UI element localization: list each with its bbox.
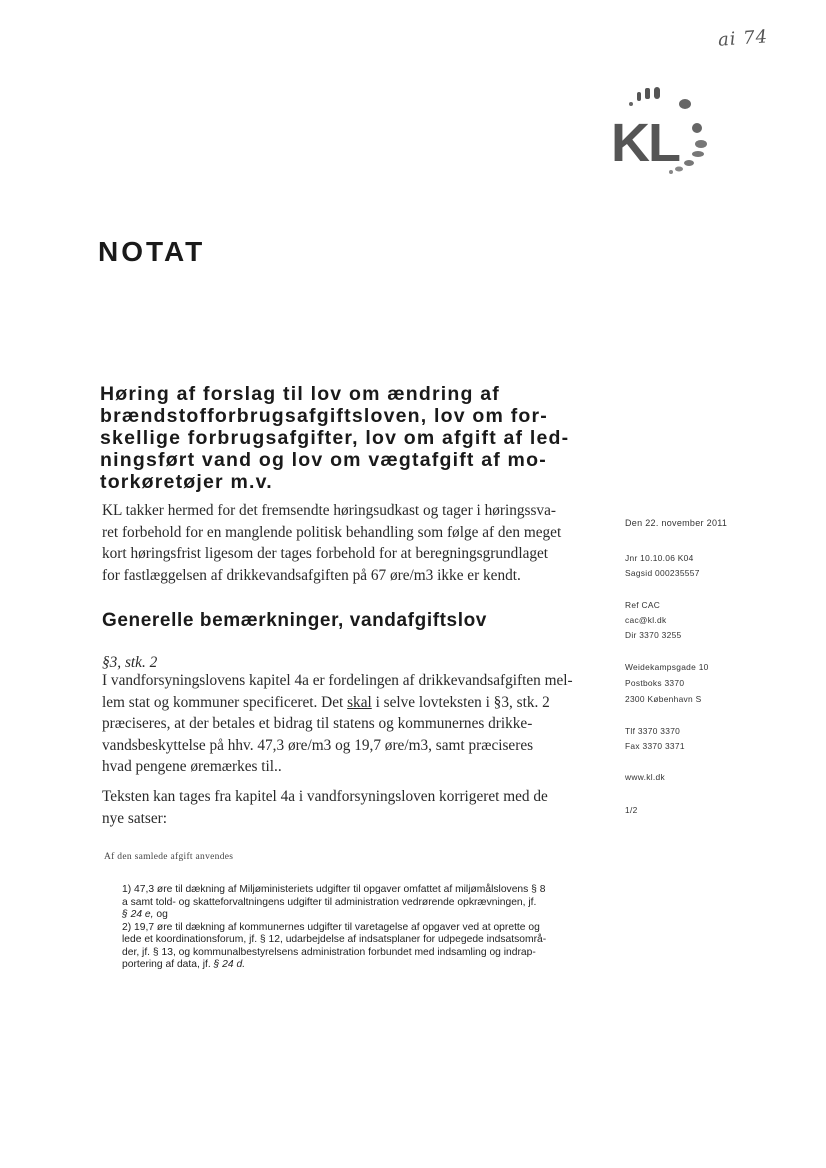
quote-line: a samt told- og skatteforvaltningens udgifter til administration vedrørende opkrævningen, jf. [122,896,537,908]
intro-line: KL takker hermed for det fremsendte høringsudkast og tager i høringssva- [102,502,556,519]
paragraph-line: vandsbeskyttelse på hhv. 47,3 øre/m3 og 19,7 øre/m3, samt præciseres [102,736,534,754]
teksten-line: Teksten kan tages fra kapitel 4a i vandforsyningsloven korrigeret med de [102,788,548,805]
law-reference: § 24 e, [122,909,154,920]
document-heading [100,383,605,493]
intro-line: ret forbehold for en manglende politisk behandling som følge af den meget [102,523,562,541]
paragraph-body [102,670,602,778]
quote-text: portering af data, jf. [122,959,214,970]
quote-line: 1) 47,3 øre til dækning af Miljøministeriets udgifter til opgaver omfattet af miljømålslovens § 8 [122,884,546,895]
paragraph-text: lem stat og kommuner specificeret. Det [102,693,348,711]
quote-line: 2) 19,7 øre til dækning af kommunernes udgifter til varetagelse af opgaver ved at oprette og [122,921,540,933]
address-line: Weidekampsgade 10 [625,662,709,672]
law-reference: § 24 d. [213,959,246,970]
logo-text: KL [611,113,679,173]
teksten-paragraph [102,786,602,829]
paragraph-line: præciseres, at der betales et bidrag til statens og kommunernes drikke- [102,715,533,732]
email: cac@kl.dk [625,615,667,625]
case-id: Sagsid 000235557 [625,568,700,578]
paragraph-line: I vandforsyningslovens kapitel 4a er fordelingen af drikkevandsafgiften mel- [102,672,573,689]
reference: Ref CAC [625,600,661,610]
intro-line: kort høringsfrist ligesom der tages forbehold for at beregningsgrundlaget [102,545,549,562]
underlined-word: skal [347,693,372,711]
phone: Tlf 3370 3370 [625,726,681,736]
quote-intro: Af den samlede afgift anvendes [104,852,234,862]
quote-line: lede et koordinationsforum, jf. § 12, udarbejdelse af indsatsplaner for udpegede indsatsområ- [122,934,547,945]
paragraph-text: i selve lovteksten i §3, stk. 2 [371,693,550,711]
fax: Fax 3370 3371 [625,741,685,751]
paragraph-line: hvad pengene øremærkes til.. [102,758,282,775]
handwritten-note: ai 74 [717,26,769,51]
intro-paragraph [102,500,602,586]
heading-line: brændstofforbrugsafgiftsloven, lov om for- [100,405,548,427]
intro-line: for fastlæggelsen af drikkevandsafgiften på 67 øre/m3 ikke er kendt. [102,566,521,584]
address-line: 2300 København S [625,694,702,704]
heading-line: ningsført vand og lov om vægtafgift af mo- [100,449,547,471]
quoted-law-text [122,884,592,972]
heading-line: torkøretøjer m.v. [100,471,273,493]
quote-line: der, jf. § 13, og kommunalbestyrelsens administration forbundet med indsamling og indrap- [122,946,536,958]
paragraph-line [102,692,602,714]
paragraph-label: §3, stk. 2 [102,654,158,671]
section-heading: Generelle bemærkninger, vandafgiftslov [102,610,487,631]
page-number: 1/2 [625,805,638,815]
date: Den 22. november 2011 [625,518,728,528]
quote-text: og [153,909,168,920]
heading-line: skellige forbrugsafgifter, lov om afgift af led- [100,427,570,449]
document-type-title: NOTAT [98,236,206,267]
website: www.kl.dk [625,772,665,782]
quote-line [122,959,592,972]
direct-phone: Dir 3370 3255 [625,630,682,640]
kl-logo [605,84,725,180]
address-line: Postboks 3370 [625,678,685,688]
journal-number: Jnr 10.10.06 K04 [625,553,694,563]
quote-line [122,909,592,922]
teksten-line: nye satser: [102,809,167,827]
heading-line: Høring af forslag til lov om ændring af [100,383,500,405]
